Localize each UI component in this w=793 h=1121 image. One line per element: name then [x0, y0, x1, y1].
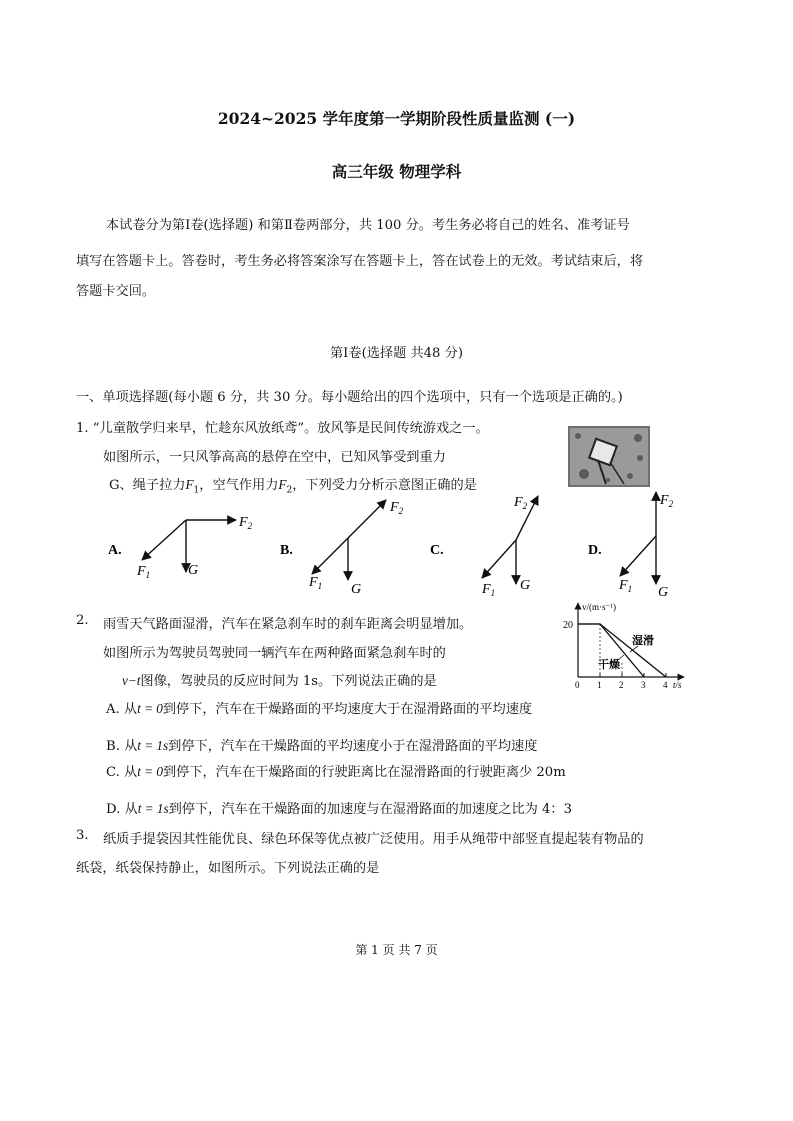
q1-line-2: 如图所示，一只风筝高高的悬停在空中，已知风筝受到重力	[103, 450, 446, 465]
kite-photo	[568, 426, 650, 487]
y-tick-20: 20	[563, 620, 573, 631]
option-a-f1-label: $F_1$	[137, 564, 151, 580]
option-d-f2-label: $F_2$	[660, 493, 674, 509]
q2-line-2: 如图所示为驾驶员驾驶同一辆汽车在两种路面紧急刹车时的	[103, 646, 446, 661]
option-c-g-label: G	[520, 578, 531, 593]
intro-line-2: 填写在答题卡上。答卷时，考生务必将答案涂写在答题卡上，答在试卷上的无效。考试结束后，将	[76, 254, 644, 269]
q1-line-3: G、绳子拉力$F_1$，空气作用力$F_2$，下列受力分析示意图正确的是	[109, 477, 477, 496]
section-title: 第Ⅰ卷(选择题 共48 分)	[330, 346, 463, 361]
q2-option-c[interactable]: C. 从t = 0到停下，汽车在干燥路面的行驶距离比在湿滑路面的行驶距离少 20m	[106, 764, 566, 780]
q2-line-3: v−t图像，驾驶员的反应时间为 1s。下列说法正确的是	[122, 673, 437, 689]
x-tick-0: 0	[575, 680, 580, 690]
q2-number: 2.	[76, 613, 89, 628]
q2-option-b[interactable]: B. 从t = 1s到停下，汽车在干燥路面的平均速度小于在湿滑路面的平均速度	[106, 738, 538, 754]
option-a-diagram[interactable]	[108, 515, 253, 580]
q2-line-1: 雨雪天气路面湿滑，汽车在紧急刹车时的刹车距离会明显增加。	[103, 617, 473, 632]
option-d-f1-label: $F_1$	[619, 578, 633, 594]
q3-line-1: 纸质手提袋因其性能优良、绿色环保等优点被广泛使用。用手从绳带中部竖直提起装有物品的	[103, 832, 644, 847]
option-a-f2-label: $F_2$	[239, 515, 253, 531]
option-c-f2-label: $F_2$	[514, 495, 528, 511]
option-d-label: D.	[588, 543, 602, 558]
dry-label: 干燥	[598, 659, 620, 671]
x-tick-2: 2	[619, 680, 624, 690]
exam-subtitle: 高三年级 物理学科	[331, 162, 462, 181]
q2-vt-graph	[560, 597, 690, 693]
x-tick-4: 4	[663, 680, 668, 690]
option-a-g-label: G	[188, 563, 199, 578]
q3-line-2: 纸袋，纸袋保持静止，如图所示。下列说法正确的是	[76, 861, 380, 876]
option-d-g-label: G	[658, 585, 669, 600]
q2-option-d[interactable]: D. 从t = 1s到停下，汽车在干燥路面的加速度与在湿滑路面的加速度之比为 4：3	[106, 801, 572, 817]
part-heading: 一、单项选择题(每小题 6 分，共 30 分。每小题给出的四个选项中，只有一个选项是正确的。)	[76, 390, 623, 405]
intro-line-1: 本试卷分为第Ⅰ卷(选择题) 和第Ⅱ卷两部分，共 100 分。考生务必将自己的姓名、准考证号	[106, 218, 630, 233]
option-b-g-label: G	[351, 582, 362, 597]
option-b-f2-label: $F_2$	[390, 500, 404, 516]
exam-title: 2024~2025 学年度第一学期阶段性质量监测 (一)	[217, 109, 576, 128]
option-a-label: A.	[108, 543, 122, 558]
option-b-diagram[interactable]	[280, 500, 404, 597]
option-c-label: C.	[430, 543, 444, 558]
q2-option-a[interactable]: A. 从t = 0到停下，汽车在干燥路面的平均速度大于在湿滑路面的平均速度	[106, 701, 533, 717]
x-axis-label: t/s	[673, 680, 682, 690]
option-b-label: B.	[280, 543, 293, 558]
wet-label: 湿滑	[632, 635, 654, 647]
x-tick-3: 3	[641, 680, 646, 690]
y-axis-label: v/(m·s⁻¹)	[582, 602, 616, 612]
option-c-diagram[interactable]	[430, 495, 538, 598]
q1-line-1: 1. “儿童散学归来早，忙趁东风放纸鸢”。放风筝是民间传统游戏之一。	[76, 421, 489, 436]
q1-force-diagrams	[100, 493, 720, 604]
option-b-f1-label: $F_1$	[309, 575, 323, 591]
option-c-f1-label: $F_1$	[482, 582, 496, 598]
page-footer: 第 1 页 共 7 页	[355, 943, 438, 957]
q3-number: 3.	[76, 828, 89, 843]
x-tick-1: 1	[597, 680, 602, 690]
intro-line-3: 答题卡交回。	[76, 284, 156, 299]
option-d-diagram[interactable]	[588, 492, 674, 600]
